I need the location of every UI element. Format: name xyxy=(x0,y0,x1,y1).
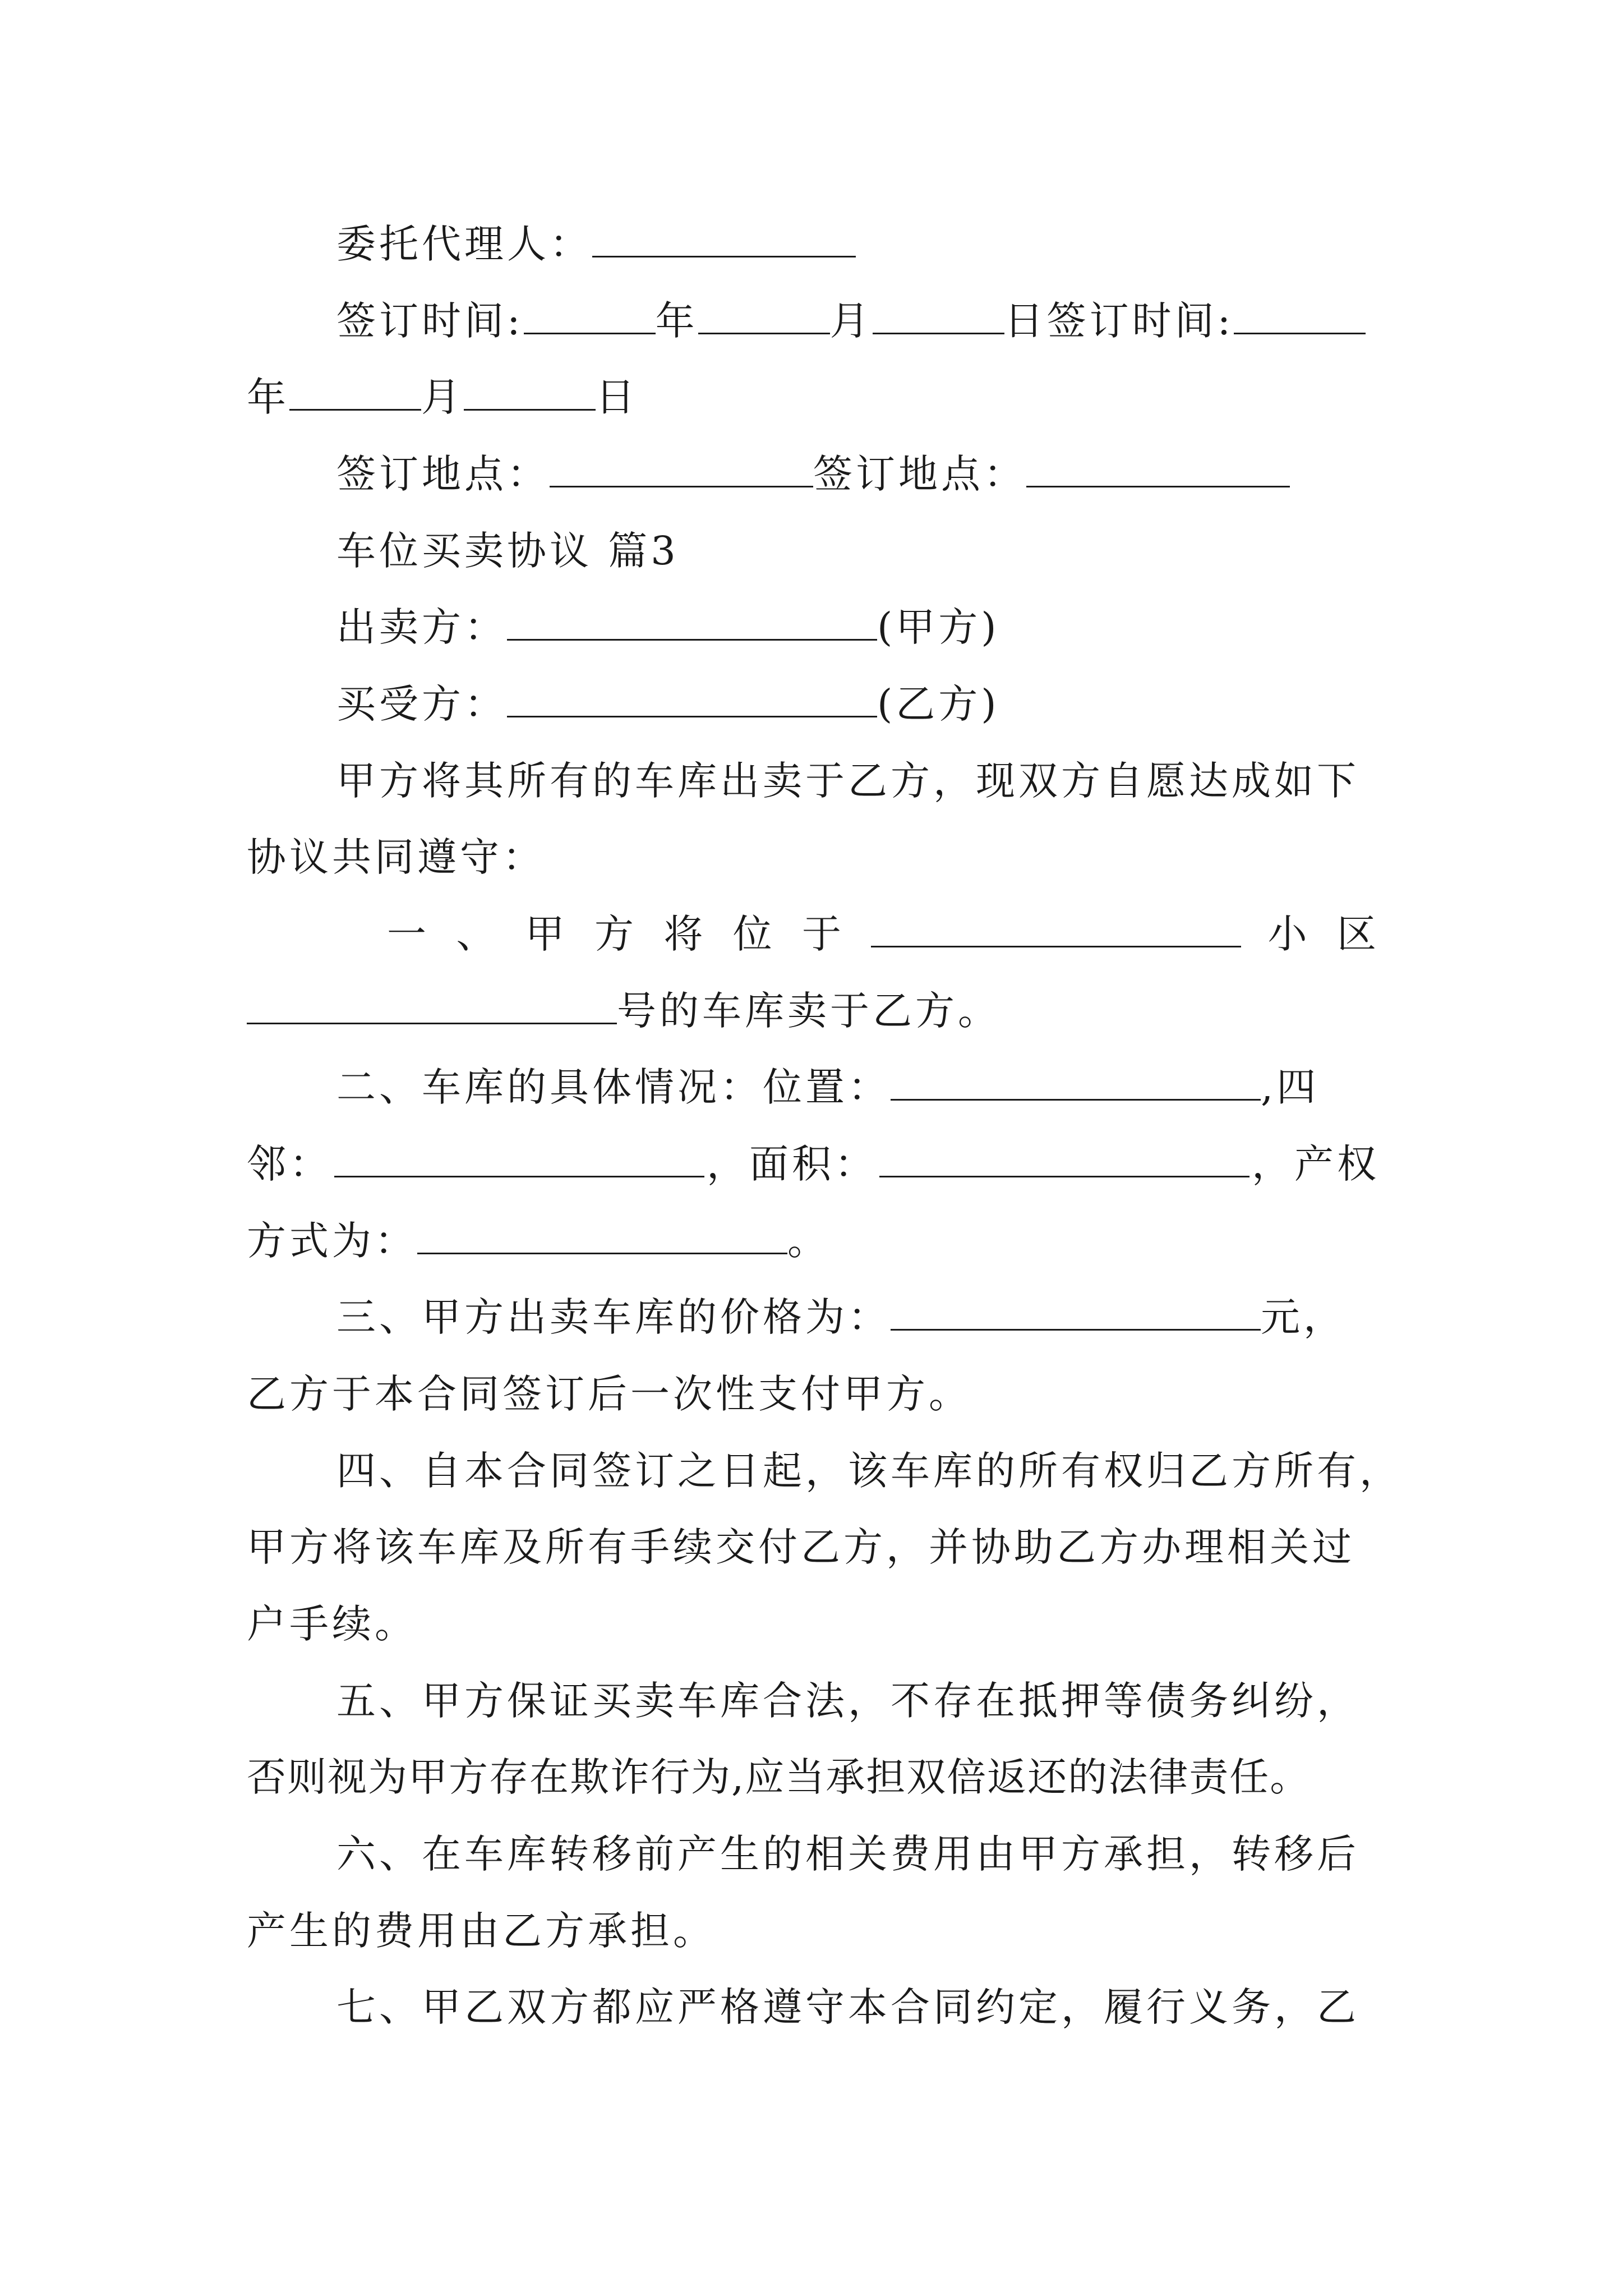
clause-4-line-1 xyxy=(247,1446,1402,1496)
day-blank-1 xyxy=(873,298,1004,334)
price-blank xyxy=(891,1294,1261,1331)
clause-6-line-2 xyxy=(247,1906,1380,1956)
agent-label: 委托代理人： xyxy=(336,221,592,267)
sign-time-line xyxy=(247,296,1380,346)
buyer-line xyxy=(247,679,1380,729)
paragraph-text: ，面积： xyxy=(707,1141,877,1187)
clause-char: 将 xyxy=(663,911,707,957)
month-blank-1 xyxy=(698,298,830,334)
month-blank-2 xyxy=(289,374,421,411)
buyer-blank xyxy=(507,681,877,717)
intro-paragraph-line-2 xyxy=(247,832,1380,882)
seller-blank xyxy=(507,604,877,641)
paragraph-text: ,四 xyxy=(1261,1064,1320,1110)
buyer-party: (乙方) xyxy=(877,681,1000,727)
paragraph-text: 六、在车库转移前产生的相关费用由甲方承担，转移后 xyxy=(336,1831,1359,1877)
paragraph-text: 甲方将该车库及所有手续交付乙方，并协助乙方办理相关过 xyxy=(247,1524,1355,1570)
paragraph-text: 二、车库的具体情况：位置： xyxy=(336,1064,891,1110)
paragraph-text: 甲方将其所有的车库出卖于乙方，现双方自愿达成如下 xyxy=(336,758,1359,804)
clause-char: 方 xyxy=(594,911,637,957)
clause-7-line-1 xyxy=(247,1982,1380,2032)
sign-time-label-1: 签订时间: xyxy=(336,298,524,344)
agent-blank xyxy=(592,221,856,257)
agent-line xyxy=(247,219,1380,269)
sign-time-label-2: 日签订时间: xyxy=(1004,298,1234,344)
clause-char: 于 xyxy=(801,911,845,957)
clause-char: 甲 xyxy=(525,911,568,957)
clause-1-line-1 xyxy=(247,909,1380,959)
month-label-2: 月 xyxy=(421,374,464,420)
paragraph-text: 七、甲乙双方都应严格遵守本合同约定，履行义务，乙 xyxy=(336,1984,1359,2030)
clause-1-line-2 xyxy=(247,986,1380,1036)
clause-char: 位 xyxy=(732,911,776,957)
section-title xyxy=(247,526,1380,576)
paragraph-text: 四、自本合同签订之日起，该车库的所有权归乙方所有， xyxy=(336,1448,1402,1494)
paragraph-text: 乙方于本合同签订后一次性支付甲方。 xyxy=(247,1371,971,1417)
clause-char: 小 xyxy=(1267,911,1311,957)
year-blank-1 xyxy=(524,298,656,334)
sign-place-label-1: 签订地点： xyxy=(336,451,550,497)
clause-2-line-1 xyxy=(247,1062,1380,1112)
paragraph-text: 协议共同遵守： xyxy=(247,834,545,880)
paragraph-text: 产生的费用由乙方承担。 xyxy=(247,1908,716,1954)
clause-char: 一 xyxy=(387,911,430,957)
paragraph-text: 五、甲方保证买卖车库合法，不存在抵押等债务纠纷， xyxy=(336,1678,1359,1724)
seller-label: 出卖方： xyxy=(336,604,507,650)
sign-place-label-2: 签订地点： xyxy=(813,451,1026,497)
seller-line xyxy=(247,602,1380,652)
sign-place-line xyxy=(247,449,1380,499)
paragraph-text: 号的车库卖于乙方。 xyxy=(617,988,1000,1034)
clause-char: 区 xyxy=(1336,911,1380,957)
year-label-1: 年 xyxy=(655,298,698,344)
intro-paragraph-line-1 xyxy=(247,756,1380,806)
month-label-1: 月 xyxy=(829,298,873,344)
year-label-2: 年 xyxy=(247,374,289,420)
paragraph-text: 否则视为甲方存在欺诈行为,应当承担双倍返还的法律责任。 xyxy=(247,1754,1311,1800)
paragraph-text: 方式为： xyxy=(247,1218,417,1264)
clause-4-line-3 xyxy=(247,1599,1380,1649)
garage-number-blank xyxy=(247,988,617,1024)
seller-party: (甲方) xyxy=(877,604,1000,650)
clause-2-line-2 xyxy=(247,1139,1380,1189)
neighbors-blank xyxy=(334,1141,704,1177)
year-blank-2 xyxy=(1234,298,1366,334)
clause-3-line-2 xyxy=(247,1369,1380,1419)
buyer-label: 买受方： xyxy=(336,681,507,727)
clause-char: 、 xyxy=(456,911,499,957)
day-blank-2 xyxy=(464,374,596,411)
area-blank xyxy=(879,1141,1249,1177)
clause-6-line-1 xyxy=(247,1829,1380,1879)
clause-2-line-3 xyxy=(247,1216,1380,1266)
clause-5-line-2 xyxy=(247,1752,1380,1802)
paragraph-text: 三、甲方出卖车库的价格为： xyxy=(336,1294,891,1340)
clause-5-line-1 xyxy=(247,1676,1380,1726)
clause-3-line-1 xyxy=(247,1292,1380,1342)
ownership-blank xyxy=(417,1218,787,1254)
paragraph-text: 邻： xyxy=(247,1141,332,1187)
paragraph-text: 。 xyxy=(787,1218,830,1264)
location-blank xyxy=(891,1064,1261,1101)
paragraph-text: 元， xyxy=(1261,1294,1346,1340)
section-title-text: 车位买卖协议 篇3 xyxy=(336,528,679,574)
community-blank xyxy=(871,911,1241,947)
day-label-2: 日 xyxy=(596,374,638,420)
sign-place-blank-1 xyxy=(550,451,813,487)
clause-4-line-2 xyxy=(247,1522,1380,1572)
paragraph-text: 户手续。 xyxy=(247,1601,417,1647)
sign-date-cont-line xyxy=(247,372,1380,422)
sign-place-blank-2 xyxy=(1026,451,1290,487)
paragraph-text: ，产权 xyxy=(1252,1141,1380,1187)
